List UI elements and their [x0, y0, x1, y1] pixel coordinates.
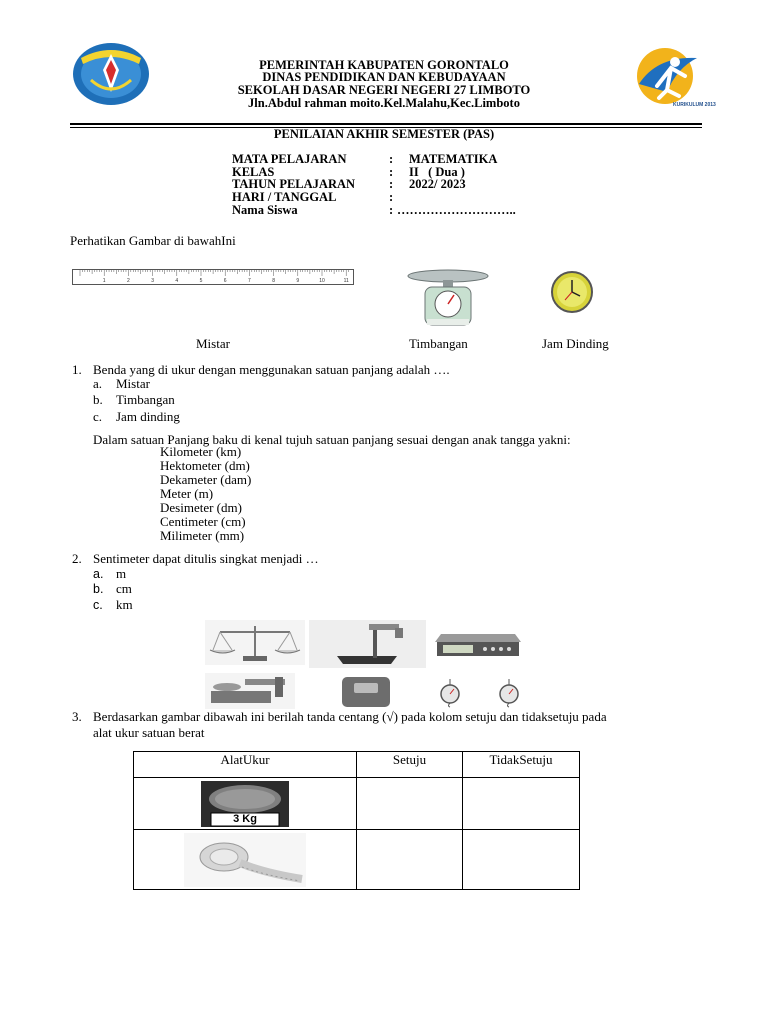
ruler-number: 10 [319, 278, 325, 284]
unit-milimeter: Milimeter (mm) [160, 528, 245, 543]
field-label-student-name: Nama Siswa [232, 203, 298, 217]
platform-scale-image [309, 620, 426, 668]
q2-option-b-letter: b. [93, 582, 104, 596]
q2-option-a-text[interactable]: m [116, 566, 127, 581]
ruler-number: 6 [223, 278, 227, 284]
field-colon-date: : [389, 190, 394, 204]
field-value-subject: MATEMATIKA [409, 152, 498, 166]
question-2-number: 2. [72, 551, 82, 566]
q1-option-a-letter: a. [93, 376, 103, 391]
clock-caption: Jam Dinding [542, 336, 609, 351]
table-row [134, 830, 580, 890]
ruler-number: 1 [102, 278, 106, 284]
scale-image [403, 267, 493, 327]
setuju-cell-1[interactable] [357, 778, 463, 830]
header-divider-thick [70, 123, 702, 125]
q1-option-b-text[interactable]: Timbangan [116, 392, 175, 407]
unit-desimeter: Desimeter (dm) [160, 500, 242, 515]
bathroom-scale-image [340, 675, 392, 709]
weight-cell [134, 778, 357, 830]
weight-3kg-image [201, 781, 289, 827]
q1-option-c-letter: c. [93, 409, 103, 424]
header-tidak-setuju: TidakSetuju [463, 752, 580, 778]
field-colon-year: : [389, 177, 394, 191]
unit-kilometer: Kilometer (km) [160, 444, 242, 459]
header-alat-ukur: AlatUkur [134, 752, 357, 778]
unit-meter: Meter (m) [160, 486, 214, 501]
question-1-number: 1. [72, 362, 82, 377]
q2-option-c-letter: c. [93, 598, 103, 612]
kurikulum-logo-right [627, 46, 716, 110]
tidak-setuju-cell-1[interactable] [463, 778, 580, 830]
answer-table [133, 751, 580, 890]
table-row [134, 778, 580, 830]
wall-clock-image [546, 270, 598, 314]
field-colon-class: : [389, 165, 394, 179]
field-label-subject: MATA PELAJARAN [232, 152, 347, 166]
hanging-scale-image-1 [437, 679, 463, 707]
tape-measure-image [184, 833, 306, 887]
field-label-class: KELAS [232, 165, 275, 179]
ruler-number: 4 [175, 278, 179, 284]
ruler-number: 3 [151, 278, 154, 284]
ruler-number: 5 [199, 278, 203, 284]
hanging-scale-image-2 [496, 679, 522, 707]
ruler-number: 7 [248, 278, 251, 284]
header-line-4: Jln.Abdul rahman moito.Kel.Malahu,Kec.Limboto [248, 96, 520, 110]
setuju-cell-2[interactable] [357, 830, 463, 890]
answer-table-header-row [134, 752, 580, 778]
ruler-number: 8 [272, 278, 275, 284]
unit-dekameter: Dekameter (dam) [160, 472, 252, 487]
ruler-caption: Mistar [196, 336, 230, 351]
field-value-year: 2022/ 2023 [409, 177, 466, 191]
header-line-3: SEKOLAH DASAR NEGERI NEGERI 27 LIMBOTO [237, 83, 531, 97]
balance-scale-image [205, 620, 305, 665]
scale-caption: Timbangan [409, 336, 468, 351]
exam-title: PENILAIAN AKHIR SEMESTER (PAS) [273, 127, 495, 141]
question-3-number: 3. [72, 709, 82, 724]
question-3-text-line-2: alat ukur satuan berat [93, 725, 205, 740]
digital-scale-image [433, 628, 523, 660]
weight-plate-label: 3 Kg [233, 813, 257, 825]
field-value-student-name[interactable]: ……………………….. [397, 203, 516, 217]
ruler-number: 11 [343, 278, 349, 284]
q1-option-b-letter: b. [93, 392, 103, 407]
field-label-date: HARI / TANGGAL [232, 190, 337, 204]
field-colon-subject: : [389, 152, 394, 166]
intro-text: Perhatikan Gambar di bawahIni [70, 233, 236, 248]
q1-option-c-text[interactable]: Jam dinding [116, 409, 180, 424]
question-3-text-line-1: Berdasarkan gambar dibawah ini berilah tanda centang (√) pada kolom setuju dan tidaksetuju pada [93, 709, 607, 724]
unit-hektometer: Hektometer (dm) [160, 458, 250, 473]
ruler-number: 9 [296, 278, 300, 284]
kurikulum-logo-text: KURIKULUM 2013 [673, 102, 716, 108]
q2-option-a-letter: a. [93, 567, 104, 581]
q2-option-c-text[interactable]: km [116, 597, 133, 612]
unit-centimeter: Centimeter (cm) [160, 514, 246, 529]
q2-option-b-text[interactable]: cm [116, 581, 132, 596]
header-setuju: Setuju [357, 752, 463, 778]
market-scale-image [205, 673, 295, 709]
units-intro: Dalam satuan Panjang baku di kenal tujuh satuan panjang sesuai dengan anak tangga yakni: [93, 432, 571, 447]
ruler-number: 2 [127, 278, 130, 284]
tape-measure-cell [134, 830, 357, 890]
q1-option-a-text[interactable]: Mistar [116, 376, 150, 391]
question-1-text: Benda yang di ukur dengan menggunakan satuan panjang adalah …. [93, 362, 450, 377]
header-line-1: PEMERINTAH KABUPATEN GORONTALO [259, 58, 509, 72]
ruler-image [72, 269, 354, 285]
field-value-class: II ( Dua ) [409, 165, 465, 179]
question-2-text: Sentimeter dapat ditulis singkat menjadi … [93, 551, 319, 566]
field-label-year: TAHUN PELAJARAN [232, 177, 356, 191]
tidak-setuju-cell-2[interactable] [463, 830, 580, 890]
field-colon-student-name: : [389, 203, 394, 217]
header-line-2: DINAS PENDIDIKAN DAN KEBUDAYAAN [262, 70, 506, 84]
